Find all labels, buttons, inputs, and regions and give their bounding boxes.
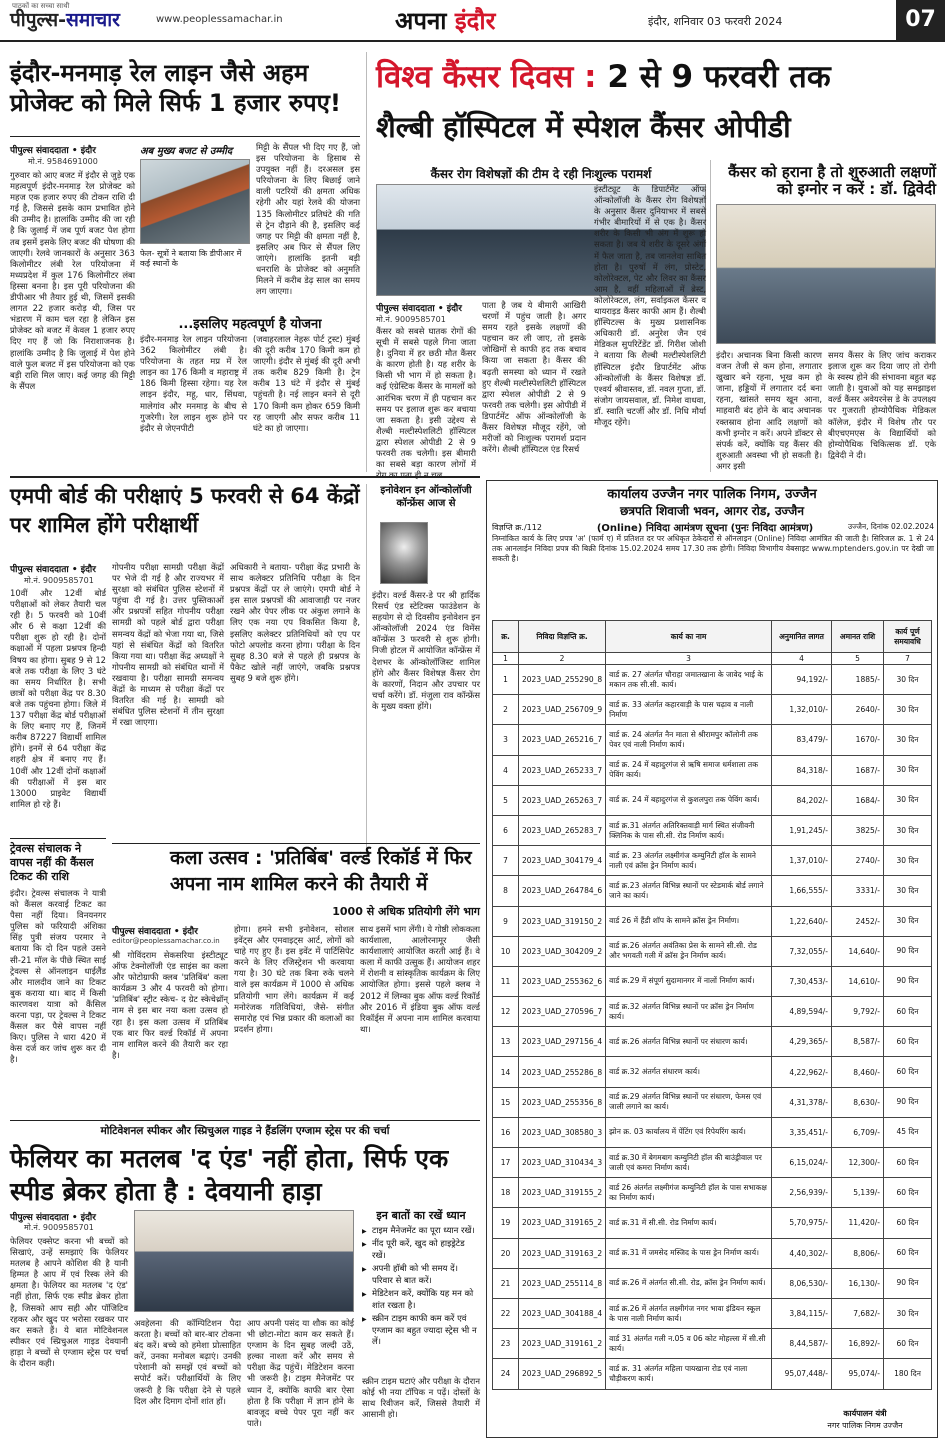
col-number: 5 — [832, 653, 884, 665]
table-row — [493, 1148, 932, 1178]
table-cell-no: 4 — [493, 755, 519, 785]
table-cell-period: 180 दिन — [884, 1359, 932, 1389]
table-row — [493, 966, 932, 996]
tip-item: ▶ नींद पूरी करें, खुद को हाइड्रेटेड रखें। — [362, 1239, 480, 1262]
art-headline — [170, 846, 480, 897]
table-cell-emd: 6,709/- — [832, 1117, 884, 1147]
table-cell-no: 24 — [493, 1359, 519, 1389]
table-cell-work: वार्ड 26 अंतर्गत लक्ष्मीगंज कम्युनिटी हॉल के पास सभाकक्ष का निर्माण कार्य। — [606, 1178, 772, 1208]
table-cell-cost: 3,35,451/- — [772, 1117, 832, 1147]
tender-signature-a: कार्यपालन यंत्री — [843, 1409, 887, 1418]
table-row — [493, 1298, 932, 1328]
table-cell-emd: 2452/- — [832, 906, 884, 936]
table-cell-id: 2023_UAD_265233_7 — [519, 755, 606, 785]
art-col-3: साथ इसमें भाग लेंगी। ये गोष्ठी लोककला कार्यशाला, आलोरनामूर जैसी कार्यशालाएं आयोजित करती आई हैं। वे कला में काफी उत्सुक हैं। आयोजन शहर में रोशनी व सांस्कृतिक कार्यक्रम के लिए आयोजित होगा। इससे पहले क्लब ने 2012 में लिम्का बुक ऑफ वर्ल्ड रिकॉर्ड और 2016 में इंडिया बुक ऑफ वर्ल्ड रिकॉर्ड्स में अपना नाम शामिल करवाया था। — [360, 924, 480, 1034]
art-byline: पीपुल्स संवाददाता • इंदौर — [112, 927, 198, 937]
table-cell-emd: 8,806/- — [832, 1238, 884, 1268]
table-cell-id: 2023_UAD_319163_2 — [519, 1238, 606, 1268]
tip-item: ▶ अपनी हॉबी को भी समय दें। परिवार से बात करें। — [362, 1264, 480, 1287]
table-cell-id: 2023_UAD_296892_5 — [519, 1359, 606, 1389]
website-url[interactable]: www.peoplessamachar.in — [156, 14, 283, 25]
cancer-side-headline: कैंसर को हराना है तो शुरुआती लक्षणों को इग्नोर न करें : डॉ. द्विवेदी — [728, 163, 936, 198]
seminar-hall-photo — [134, 1210, 354, 1312]
table-cell-cost: 1,91,245/- — [772, 815, 832, 845]
speaker-col-1: फेलियर एक्सेप्ट करना भी बच्चों को सिखाएं, उन्हें समझाएं कि फेलियर मतलब है आपने कोशिश की है यानी हिम्मत है आप में एवं रिस्क लेने की क्षमता है। फेलियर का मतलब 'द एंड' नहीं होता, सिर्फ एक स्पीड ब्रेकर होता है, जिसको आप सही और पॉजिटिव रहकर और खुद पर भरोसा रखकर पार कर सकते हैं। ये बात मोटिवेशनल स्पीकर एवं स्प्रिचुअल गाइड देवयानी हाड़ा ने बच्चों से एग्जाम स्ट्रेस पर चर्चा के दौरान कही। — [10, 1236, 128, 1369]
table-cell-emd: 8,460/- — [832, 1057, 884, 1087]
table-cell-no: 1 — [493, 665, 519, 695]
table-cell-work: वार्ड क्र.31 में सी.सी. रोड निर्माण कार्य। — [606, 1208, 772, 1238]
table-row — [493, 755, 932, 785]
table-cell-id: 2023_UAD_265216_7 — [519, 725, 606, 755]
exam-col-2: गोपनीय परीक्षा सामग्री परीक्षा केंद्रों पर भेजे दी गई है और राज्यभर में सुरक्षा को संबंधित पुलिस स्टेशनों में पहुंचा दी गई है। उत्तर पुस्तिकाओं और प्रश्नपत्रों सहित गोपनीय परीक्षा सामग्री को पहले बोर्ड द्वारा परीक्षा समन्वय केंद्रों को भेजा गया था, जिसे यहां से संबंधित केंद्रों को वितरित किया गया था। परीक्षा केंद्र अध्यक्षों ने गोपनीय सामग्री को संबंधित थानों में रखवाया है। परीक्षा सामग्री समन्वय केंद्रों के माध्यम से परीक्षा केंद्रों पर वितरित की गई है। सामग्री को संबंधित पुलिस स्टेशनों में तीन सुरक्षा में रखा जाएगा। — [112, 562, 224, 728]
art-strap: 1000 से अधिक प्रतियोगी लेंगे भाग — [332, 905, 480, 918]
table-cell-emd: 95,074/- — [832, 1359, 884, 1389]
table-row — [493, 725, 932, 755]
table-cell-emd: 8,587/- — [832, 1027, 884, 1057]
col-number: 2 — [519, 653, 606, 665]
table-cell-cost: 3,84,115/- — [772, 1298, 832, 1328]
table-cell-id: 2023_UAD_304179_4 — [519, 846, 606, 876]
table-cell-period: 60 दिन — [884, 1057, 932, 1087]
table-cell-no: 10 — [493, 936, 519, 966]
table-cell-period: 60 दिन — [884, 1329, 932, 1359]
table-cell-emd: 16,130/- — [832, 1268, 884, 1298]
table-row — [493, 815, 932, 845]
exam-headline: एमपी बोर्ड की परीक्षाएं 5 फरवरी से 64 केंद्रों पर शामिल होंगे परीक्षार्थी — [10, 484, 360, 538]
tender-table — [492, 620, 932, 1390]
art-col-1: श्री गोविंदराम सेकसरिया इंस्टीट्यूट ऑफ टेक्नोलॉजी एंड साइंस का कला और फोटोग्राफी क्लब 'प्रतिबिंब' कला कार्यक्रम 3 और 4 फरवरी को होगा। 'प्रतिबिंब' स्ट्रीट स्केच- द ग्रेट स्केचेथ्रॉन् नाम से इस बार नया कला उत्सव हो रहा है। इस कला उत्सव में प्रतिबिंब एक बार फिर वर्ल्ड रिकॉर्ड में अपना नाम शामिल करने की तैयारी कर रहा है। — [112, 950, 228, 1060]
table-cell-cost: 8,06,530/- — [772, 1268, 832, 1298]
table-cell-no: 15 — [493, 1087, 519, 1117]
table-cell-no: 11 — [493, 966, 519, 996]
table-cell-emd: 1687/- — [832, 755, 884, 785]
table-cell-id: 2023_UAD_319155_2 — [519, 1178, 606, 1208]
col-header: अनुमानित लागत — [772, 621, 832, 653]
art-headline-b: 'प्रतिबिंब' वर्ल्ड रिकॉर्ड में फिर अपना नाम शामिल करने की तैयारी में — [170, 847, 472, 895]
table-cell-work: वार्ड क्र. 23 अंतर्गत लक्ष्मीगंज कम्युनिटी हॉल के सामने नाली एवं क्रॉस ड्रेन निर्माण कार्य। — [606, 846, 772, 876]
rail-mobile: मो.नं. 9584691000 — [28, 157, 98, 166]
table-cell-emd: 1670/- — [832, 725, 884, 755]
tender-ref: विज्ञप्ति क्र./112 — [492, 523, 542, 532]
cancer-col-3: इंस्टीट्यूट के डिपार्टमेंट ऑफ ऑन्कोलॉजी के कैंसर रोग विशेषज्ञों के अनुसार कैंसर दुनियाभर में सबसे गंभीर बीमारियों में से एक है। कैंसर शरीर के किसी भी अंग में शुरू हो सकता है। जब ये शरीर के दूसरे अंगों में फैल जाता है, तब जानलेवा साबित होता है। पुरुषों में लंग, प्रोस्टेट, कोलोरेक्टल, पेट और लिवर का कैंसर आम है, वहीं महिलाओं में ब्रेस्ट, कोलोरेक्टल, लंग, सर्वाइकल कैंसर व थायराइड कैंसर काफी आम हैं। शैल्बी हॉस्पिटल्स के मुख्य प्रशासनिक अधिकारी डॉ. अनुरेश जैन एवं मेडिकल सुपरिटेंडेंट डॉ. गिरीश जोशी ने बताया कि शैल्बी मल्टीस्पेशलिटी हॉस्पिटल इंदौर डिपार्टमेंट ऑफ ऑन्कोलॉजी के कैंसर विशेषज्ञ डॉ. एश्वर्य श्रीवास्तव, डॉ. नवल गुप्ता, डॉ. संजोग जायसवाल, डॉ. निमेश वाधवा, डॉ. स्वाति चटर्जी और डॉ. निधि मौर्या मौजूद रहेंगे। — [594, 184, 706, 427]
table-cell-id: 2023_UAD_304209_2 — [519, 936, 606, 966]
table-cell-no: 19 — [493, 1208, 519, 1238]
tender-title: (Online) निविदा आमंत्रण सूचना (पुनः निविदा आमंत्रण) — [596, 523, 814, 534]
travel-cutout-body: इंदौर। ट्रेवल्स संचालक ने यात्री को कैंसल करवाई टिकट का पैसा नहीं दिया। विनयनगर पुलिस को फरियादी अंशिका सिंह पुत्री संजय परमार ने बताया कि दो दिन पहले उसने सी-21 मॉल के पीछे स्थित साई ट्रेवल्स से ऑनलाइन धाईलैंड और मालदीव जाने का टिकट बुक कराया था। बाद में किसी कारणवश यात्रा को कैंसिल करना पड़ा, पर ट्रेवल्स ने टिकट कैंसल कर पैसे वापस नहीं किए। पुलिस ने धारा 420 में केस दर्ज कर जांच शुरू कर दी है। — [10, 888, 106, 1065]
table-cell-emd: 1885/- — [832, 665, 884, 695]
tender-table-wrap — [492, 620, 932, 1390]
table-cell-work: वार्ड 31 अंतर्गत गली न.05 व 06 कोट मोहल्ला में सी.सी कार्य। — [606, 1329, 772, 1359]
col-number: 3 — [606, 653, 772, 665]
art-col-2: होगा। हमने सभी इनोवेशन, सोशल इवेंट्स और एमवाइट्स आर्ट, लोगों को चाहे गए हुए हैं। इस इवेंट में पार्टिसिपेट करने के लिए रजिस्ट्रेशन भी करवाया गया है। 30 घंटे तक बिना रुके चलने वाले इस कार्यक्रम में 1000 से अधिक प्रतियोगी भाग लेंगे। कार्यक्रम में कई मनोरंजक गतिविधियां, जैसे- संगीत समारोह एवं भिन्न प्रकार की कलाओं का प्रदर्शन होगा। — [234, 924, 354, 1034]
table-cell-cost: 95,07,448/- — [772, 1359, 832, 1389]
table-cell-id: 2023_UAD_255290_8 — [519, 665, 606, 695]
divider — [10, 136, 360, 137]
table-cell-work: वार्ड क्र. 31 अंतर्गत महिला पायखाना रोड एवं नाला चौड़ीकरण कार्य। — [606, 1359, 772, 1389]
table-row — [493, 1117, 932, 1147]
cancer-headline-b: 2 से 9 फरवरी तक — [607, 59, 831, 95]
table-cell-work: झोन क्र. 03 कार्यालय में पेंटिंग एवं रिपेयरिंग कार्य। — [606, 1117, 772, 1147]
table-cell-cost: 4,31,378/- — [772, 1087, 832, 1117]
table-row — [493, 997, 932, 1027]
rail-headline: इंदौर-मनमाड़ रेल लाइन जैसे अहम प्रोजेक्ट को मिले सिर्फ 1 हजार रुपए! — [10, 59, 341, 117]
train-photo — [140, 159, 250, 244]
table-cell-work: वार्ड क्र.26 में अंतर्गत लक्ष्मीगंज नगर भावा इंडियन स्कूल के पास नाली निर्माण कार्य। — [606, 1298, 772, 1328]
table-cell-cost: 4,40,302/- — [772, 1238, 832, 1268]
table-cell-id: 2023_UAD_265263_7 — [519, 785, 606, 815]
table-cell-period: 60 दिन — [884, 1148, 932, 1178]
table-cell-emd: 3331/- — [832, 876, 884, 906]
table-row — [493, 1268, 932, 1298]
art-email[interactable]: editor@peoplessamachar.co.in — [112, 937, 220, 945]
section-title — [395, 4, 495, 37]
tender-date: उज्जैन, दिनांक 02.02.2024 — [847, 522, 934, 531]
table-row — [493, 846, 932, 876]
logo-part-a: पीपुल्स — [10, 9, 59, 31]
section-title-a: अपना — [395, 7, 447, 35]
exam-col-3: अधिकारी ने बताया- परीक्षा केंद्र प्रभारी के साथ कलेक्टर प्रतिनिधि परीक्षा के दिन प्रश्नपत्र केंद्रों पर ले जाएंगे। एमपी बोर्ड ने इस साल प्रश्नपत्रों की आवाजाही पर नजर रखने और पेपर लीक पर अंकुश लगाने के लिए एक नया एप विकसित किया है, इसलिए कलेक्टर प्रतिनिधियों को एप पर फोटो अपलोड करना होगा। परीक्षा के दिन सुबह 8.30 बजे से पहले ही प्रश्नपत्र के पैकेट खोले नहीं जाएंगे, जबकि प्रश्नपत्र सुबह 9 बजे शुरू होंगे। — [230, 562, 360, 683]
table-row — [493, 665, 932, 695]
table-cell-work: वार्ड क्र. 24 में बहादुरगंज से ऋषि समाज धर्मशाला तक पेविंग कार्य। — [606, 755, 772, 785]
table-cell-work: वार्ड क्र.23 अंतर्गत विभिन्न स्थानों पर स्टेडमार्क बोर्ड लगाने जाने का कार्य। — [606, 876, 772, 906]
speaker-col-4: स्क्रीन टाइम घटाएं और परीक्षा के दौरान कोई भी नया टॉपिक न पढ़ें। दोस्तों के साथ रिवीजन करें, जिससे तैयारी में आसानी हो। — [362, 1376, 480, 1420]
exam-mobile: मो.नं. 9009585701 — [24, 576, 94, 585]
speaker-mobile: मो.नं. 9009585701 — [24, 1223, 94, 1232]
divider — [10, 838, 106, 839]
table-cell-id: 2023_UAD_270596_7 — [519, 997, 606, 1027]
cancer-headline-line-1 — [376, 60, 936, 94]
exam-byline: पीपुल्स संवाददाता • इंदौर — [10, 565, 96, 575]
table-cell-cost: 83,479/- — [772, 725, 832, 755]
oncology-body: इंदौर। वर्ल्ड कैंसर-डे पर श्री हार्दिक रिसर्च एंड स्टेटिक्स फाउंडेशन के सहयोग से दो दिवसीय इनोवेशन इन ऑन्कोलॉजी 2024 एंड विमेंस कॉन्फ्रेंस 3 फरवरी से शुरू होगी। निजी होटल में आयोजित कॉन्फ्रेंस में देशभर के ऑन्कोलॉजिस्ट शामिल होंगे और कैंसर विशेषज्ञ कैंसर रोग के कारणों, निदान और उपचार पर चर्चा करेंगे। डॉ. मंजुला राव कॉन्फ्रेंस के मुख्य वक्ता होंगे। — [372, 590, 480, 711]
art-headline-a: कला उत्सव : — [170, 847, 263, 869]
table-cell-period: 90 दिन — [884, 1268, 932, 1298]
table-cell-emd: 3825/- — [832, 815, 884, 845]
table-cell-emd: 14,640/- — [832, 936, 884, 966]
tips-heading: इन बातों का रखें ध्यान — [376, 1209, 466, 1222]
table-row — [493, 936, 932, 966]
tip-item: ▶ टाइम मैनेजमेंट का पूरा ध्यान रखें। — [362, 1226, 480, 1237]
table-cell-emd: 9,792/- — [832, 997, 884, 1027]
cancer-mobile: मो.नं. 9009585701 — [376, 315, 446, 324]
table-cell-no: 6 — [493, 815, 519, 845]
cancer-side-col-2: समय कैंसर के लिए जांच कराकर इलाज शुरू कर दिया जाए तो रोगी के स्वस्थ होने की संभावना बहुत बढ़ जाती है। युवाओं को यह समझाइश वर्ल्ड कैंसर अवेयरनेस डे के उपलक्ष्य पर गुजराती होम्योपैथिक मेडिकल कॉलेज, इंदौर में विशेष तौर पर बीएचएमएस के विद्यार्थियों को होम्योपैथिक चिकित्सक डॉ. एके द्विवेदी ने दी। — [828, 350, 936, 460]
table-cell-id: 2023_UAD_319150_2 — [519, 906, 606, 936]
table-cell-period: 60 दिन — [884, 997, 932, 1027]
table-row — [493, 785, 932, 815]
table-cell-cost: 7,32,055/- — [772, 936, 832, 966]
table-cell-emd: 16,892/- — [832, 1329, 884, 1359]
table-header-row — [493, 621, 932, 653]
tender-org: कार्यालय उज्जैन नगर पालिक निगम, उज्जैन — [607, 487, 817, 502]
table-cell-work: वार्ड 26 में हैंडी शॉप के सामने क्रॉस ड्रेन निर्माण। — [606, 906, 772, 936]
rail-photo-label: अब मुख्य बजट से उम्मीद — [140, 146, 233, 157]
table-cell-period: 30 दिन — [884, 876, 932, 906]
table-row — [493, 1087, 932, 1117]
col-number: 4 — [772, 653, 832, 665]
table-cell-emd: 2640/- — [832, 695, 884, 725]
table-cell-id: 2023_UAD_255362_6 — [519, 966, 606, 996]
table-cell-id: 2023_UAD_255356_8 — [519, 1087, 606, 1117]
newspaper-logo[interactable]: पीपुल्स-समाचार — [10, 9, 120, 31]
table-cell-id: 2023_UAD_255114_8 — [519, 1268, 606, 1298]
rail-col-1: गुरुवार को आए बजट में इंदौर से जुड़े एक महत्वपूर्ण इंदौर-मनमाड़ रेल प्रोजेक्ट को महज एक हजार रुपए की टोकन राशि दी गई है, जिससे इसके काम प्रभावित होने की उम्मीद है। हालांकि उम्मीद की जा रही है कि जुलाई में जब पूर्ण बजट पेश होगा तब इसमें इसके लिए बजट की घोषणा की जाएगी। रेलवे जानकारों के अनुसार 363 किलोमीटर लंबी रेल परियोजना में मध्यप्रदेश में कुल 176 किलोमीटर लंबा हिस्सा बनना है। इस पूरी परियोजना की डीपीआर भी तैयार हुई थी, जिसमें इसकी लागत 22 हजार करोड़ थी, जिस पर भंडारण में काम चल रहा है लेकिन इस प्रोजेक्ट को बजट में केवल 1 हजार रुपए दिए गए हैं जो कि निराशाजनक है। हालांकि उम्मीद है कि जुलाई में पेश होने वाले फुल बजट में इस परियोजना को एक बड़ी राशि मिल जाए। कई जगह की मिट्टी के सैंपल — [10, 170, 135, 391]
cancer-headline-a: विश्व कैंसर दिवस : — [376, 59, 597, 95]
table-cell-no: 2 — [493, 695, 519, 725]
masthead-tagline: पाठकों का सच्चा साथी — [12, 2, 70, 10]
table-cell-period: 30 दिन — [884, 815, 932, 845]
rail-byline: पीपुल्स संवाददाता • इंदौर — [10, 146, 96, 156]
column-divider — [366, 52, 367, 472]
cancer-col-1: कैंसर को सबसे घातक रोगों की सूची में सबसे पहले गिना जाता है। दुनिया में हर छठी मौत कैंसर के कारण होती है। यह शरीर के किसी भी भाग में हो सकता है। कई एंग्रेस्टिक कैंसर के मामलों को आरंभिक चरण में ही पहचान कर समय पर इलाज शुरू कर बचाया जा सकता है। इसी उद्देश्य से शैल्बी मल्टीस्पेशलिटी हॉस्पिटल द्वारा स्पेशल ओपीडी 2 से 9 फरवरी तक चलेगी। इस बीमारी का सबसे बड़ा कारण लोगों में — [376, 326, 476, 470]
table-row — [493, 1238, 932, 1268]
table-cell-no: 14 — [493, 1057, 519, 1087]
table-cell-work: वार्ड क्र. 24 अंतर्गत नैन माता से श्रीरामपुर कॉलोनी तक पेवर एवं नाली निर्माण कार्य। — [606, 725, 772, 755]
table-cell-emd: 11,420/- — [832, 1208, 884, 1238]
table-cell-no: 3 — [493, 725, 519, 755]
table-cell-work: वार्ड क्र.32 अंतर्गत संधारण कार्य। — [606, 1057, 772, 1087]
table-cell-work: वार्ड क्र.31 में जमसेद मस्जिद के पास ड्रेन निर्माण कार्य। — [606, 1238, 772, 1268]
table-cell-id: 2023_UAD_319165_2 — [519, 1208, 606, 1238]
tip-item: ▶ स्क्रीन टाइम काफी कम करें एवं एग्जाम का बहुत ज्यादा स्ट्रेस भी न लें। — [362, 1314, 480, 1348]
rail-col-2: मिट्टी के सैंपल भी दिए गए हैं, जो इस परियोजना के हिसाब से उपयुक्त नहीं हैं। दरअसल इस परियोजना के लिए बिछाई जाने वाली पटरियों की क्षमता अधिक रहेगी और यहां रेलवे की योजना 135 किलोमीटर प्रतिघंटे की गति से ट्रेन दौड़ाने की है, इसलिए कई जगह पर मिट्टी की क्षमता नहीं है, इसलिए अब फिर से सैंपल लिए जाएंगे। हालांकि इतनी बड़ी धनराशि के प्रोजेक्ट को अनुमति मिलने में करीब डेढ़ साल का समय लग जाएगा। — [256, 142, 360, 297]
col-number: 7 — [884, 653, 932, 665]
table-number-row — [493, 653, 932, 665]
exam-col-1: 10वीं और 12वीं बोर्ड परीक्षाओं को लेकर तैयारी चल रही है। 5 फरवरी को 10वीं और 6 से कक्षा 12वीं की परीक्षा शुरू हो रही है। दोनों कक्षाओं में पहला प्रश्नपत्र हिन्दी विषय का होगा। सुबह 9 से 12 बजे तक परीक्षा के लिए 3 घंटे का समय निर्धारित है। सभी छात्रों को परीक्षा केंद्र पर 8.30 बजे तक पहुंचना होगा। जिले में 137 परीक्षा केंद्र बोर्ड परीक्षाओं के लिए बनाए गए हैं, जिनमें करीब 87227 विद्यार्थी शामिल होंगे। इनमें से 64 परीक्षा केंद्र शहरी क्षेत्र में बनाए गए हैं। 10वीं और 12वीं दोनों कक्षाओं की परीक्षाओं में इस बार 13000 प्राइवेट विद्यार्थी शामिल हो रहे हैं। — [10, 588, 106, 809]
oncology-headline: इनोवेशन इन ऑन्कोलॉजी कॉन्फ्रेंस आज से — [380, 485, 472, 509]
table-cell-cost: 6,15,024/- — [772, 1148, 832, 1178]
speaker-col-3: आप अपनी पसंद या शौक का कोई भी छोटा-मोटा काम कर सकते हैं। एग्जाम के दिन सुबह जल्दी उठें, हल्का नाश्ता करें और समय से परीक्षा केंद्र पहुंचें। मेडिटेशन करना भी जरूरी है। टाइम मैनेजमेंट पर ध्यान दें, क्योंकि काफी बार ऐसा होता है कि परीक्षा में ज्ञान होने के बावजूद बच्चे पेपर पूरा नहीं कर पाते। — [247, 1318, 354, 1428]
table-cell-work: वार्ड क्र.29 अंतर्गत विभिन्न स्थानों पर संधारण, फेमस एवं जाली लगाने का कार्य। — [606, 1087, 772, 1117]
table-cell-cost: 4,29,365/- — [772, 1027, 832, 1057]
table-cell-no: 8 — [493, 876, 519, 906]
table-cell-cost: 84,318/- — [772, 755, 832, 785]
table-cell-cost: 1,32,010/- — [772, 695, 832, 725]
table-cell-no: 5 — [493, 785, 519, 815]
table-cell-period: 90 दिन — [884, 936, 932, 966]
table-cell-period: 30 दिन — [884, 725, 932, 755]
table-cell-emd: 14,610/- — [832, 966, 884, 996]
table-cell-work: वार्ड क्र.26 अंतर्गत विभिन्न स्थानों पर संधारण कार्य। — [606, 1027, 772, 1057]
table-cell-emd: 2740/- — [832, 846, 884, 876]
travel-cutout-headline: ट्रेवल्स संचालक ने वापस नहीं की कैंसल टिकट की राशि — [10, 842, 94, 883]
col-header: निविदा विज्ञप्ति क्र. — [519, 621, 606, 653]
speaker-kicker: मोटिवेशनल स्पीकर और स्प्रिचुअल गाइड ने हैंडलिंग एग्जाम स्ट्रेस पर की चर्चा — [100, 1125, 390, 1137]
table-cell-period: 60 दिन — [884, 1027, 932, 1057]
table-cell-cost: 7,30,453/- — [772, 966, 832, 996]
table-cell-no: 16 — [493, 1117, 519, 1147]
table-cell-id: 2023_UAD_264784_6 — [519, 876, 606, 906]
table-cell-period: 60 दिन — [884, 1238, 932, 1268]
table-cell-period: 90 दिन — [884, 1087, 932, 1117]
table-cell-id: 2023_UAD_310434_3 — [519, 1148, 606, 1178]
table-cell-period: 30 दिन — [884, 906, 932, 936]
table-row — [493, 1359, 932, 1389]
table-cell-work: वार्ड क्र.32 अंतर्गत विभिन्न स्थानों पर क्रॉस ड्रेन निर्माण कार्य। — [606, 997, 772, 1027]
table-cell-no: 12 — [493, 997, 519, 1027]
cancer-headline-c: शैल्बी हॉस्पिटल में स्पेशल कैंसर ओपीडी — [376, 110, 791, 144]
table-cell-cost: 1,22,640/- — [772, 906, 832, 936]
table-cell-no: 18 — [493, 1178, 519, 1208]
table-cell-work: वार्ड क्र.29 में संपूर्ण सुदामानगर में नालों निर्माण कार्य। — [606, 966, 772, 996]
speaker-byline: पीपुल्स संवाददाता • इंदौर — [10, 1213, 96, 1223]
table-cell-cost: 8,44,587/- — [772, 1329, 832, 1359]
col-header: अमानत राशि — [832, 621, 884, 653]
table-cell-no: 20 — [493, 1238, 519, 1268]
table-cell-work: वार्ड क्र.31 अंतर्गत अतिरिक्तवाड़ी मार्ग स्थित संजीवनी क्लिनिक के पास सी.सी. रोड निर्माण कार्य। — [606, 815, 772, 845]
table-cell-period: 30 दिन — [884, 665, 932, 695]
cancer-strap: कैंसर रोग विशेषज्ञों की टीम दे रही निःशुल्क परामर्श — [430, 167, 652, 181]
table-row — [493, 1027, 932, 1057]
col-header: कार्य का नाम — [606, 621, 772, 653]
table-cell-period: 60 दिन — [884, 1208, 932, 1238]
divider — [10, 1120, 480, 1121]
table-cell-cost: 5,70,975/- — [772, 1208, 832, 1238]
classroom-photo — [716, 204, 936, 344]
table-cell-id: 2023_UAD_256709_9 — [519, 695, 606, 725]
table-cell-cost: 1,66,555/- — [772, 876, 832, 906]
table-cell-period: 30 दिन — [884, 785, 932, 815]
table-row — [493, 876, 932, 906]
rail-photo-caption: फेल- सूत्रों ने बताया कि डीपीआर में कई स्थानों के — [140, 249, 242, 268]
table-cell-emd: 7,682/- — [832, 1298, 884, 1328]
tip-item: ▶ मेडिटेशन करें, क्योंकि यह मन को शांत रखता है। — [362, 1289, 480, 1312]
table-cell-id: 2023_UAD_304188_4 — [519, 1298, 606, 1328]
table-cell-id: 2023_UAD_319161_2 — [519, 1329, 606, 1359]
table-cell-period: 30 दिन — [884, 755, 932, 785]
microphone-photo — [380, 522, 428, 584]
table-row — [493, 1178, 932, 1208]
section-title-b: इंदौर — [454, 7, 496, 35]
rail-subheading: ...इसलिए महत्वपूर्ण है योजना — [178, 317, 322, 332]
table-cell-id: 2023_UAD_297156_4 — [519, 1027, 606, 1057]
table-cell-no: 17 — [493, 1148, 519, 1178]
col-number: 1 — [493, 653, 519, 665]
table-row — [493, 1329, 932, 1359]
table-row — [493, 695, 932, 725]
table-cell-no: 22 — [493, 1298, 519, 1328]
rail-col-3: इंदौर-मनमाड़ रेल लाइन परियोजना 362 किलोमीटर लंबी है। परियोजना के तहत मप्र में रेल लाइन का 176 किमी व महाराष्ट्र में 186 किमी हिस्सा रहेगा। यह रेल लाइन इंदौर, महू, धार, सिंधवा, मालेगांव और मनमाड़ के बीच से गुजरेगी। रेल लाइन शुरू होने पर इंदौर से जेएनपीटी — [140, 334, 247, 433]
table-cell-id: 2023_UAD_265283_7 — [519, 815, 606, 845]
table-row — [493, 906, 932, 936]
tender-address: छत्रपति शिवाजी भवन, आगर रोड, उज्जैन — [619, 504, 804, 518]
table-cell-period: 30 दिन — [884, 846, 932, 876]
cancer-byline: पीपुल्स संवाददाता • इंदौर — [376, 304, 462, 314]
table-cell-emd: 1684/- — [832, 785, 884, 815]
tender-intro: निम्नांकित कार्य के लिए प्रपत्र 'अ' (फार्म ए) में प्रतिशत दर पर अधिकृत ठेकेदारों से ऑनलाइन (Online) निविदा आमंत्रित की जाती है। सिरिजल क्र. 1 से 24 तक आनलाईन निविदा प्रपत्र की बिक्री दिनांक 15.02.2024 समय 17.30 तक होगी। निविदा विभागीय वेबसाइट www.mptenders.gov.in पर देखी जा सकती है। — [492, 534, 934, 564]
table-cell-no: 21 — [493, 1268, 519, 1298]
table-cell-cost: 94,192/- — [772, 665, 832, 695]
table-cell-work: वार्ड क्र. 33 अंतर्गत कहारवाड़ी के पास चढ़ाव व नाली निर्माण — [606, 695, 772, 725]
table-cell-emd: 5,139/- — [832, 1178, 884, 1208]
tips-list — [362, 1226, 480, 1351]
table-cell-work: वार्ड क्र. 27 अंतर्गत चौराहा जमातखाना के जावेद भाई के मकान तक सी.सी. कार्य। — [606, 665, 772, 695]
table-cell-period: 45 दिन — [884, 1117, 932, 1147]
table-row — [493, 1208, 932, 1238]
table-cell-cost: 4,22,962/- — [772, 1057, 832, 1087]
table-cell-cost: 1,37,010/- — [772, 846, 832, 876]
divider — [112, 843, 480, 844]
dateline: इंदौर, शनिवार 03 फरवरी 2024 — [648, 15, 783, 28]
table-cell-work: वार्ड क्र.26 अंतर्गत अवंतिका प्रेस के सामने सी.सी. रोड और भगवती गली में क्रॉस ड्रेन निर्माण कार्य। — [606, 936, 772, 966]
table-cell-emd: 8,630/- — [832, 1087, 884, 1117]
page-number: 07 — [896, 0, 945, 40]
table-cell-period: 30 दिन — [884, 695, 932, 725]
cancer-side-col-1: इंदौर। अचानक बिना किसी कारण वजन तेजी से कम होना, लगातार खुखार बने रहना, भूख कम हो जाना, हड्डियों में लगातार दर्द बना रहना, खांसते समय खून आना, माहवारी बंद होने के बाद अचानक रक्तस्राव होना आदि लक्षणों को कभी इग्नोर न करें। अपने डॉक्टर से संपर्क करें, क्योंकि यह कैंसर की शुरुआती अवस्था भी हो सकती है। अगर इसी — [716, 350, 822, 471]
table-cell-cost: 4,89,594/- — [772, 997, 832, 1027]
cancer-col-2: पाता है जब ये बीमारी आखिरी चरणों में पहुंच जाती है। अगर समय रहते इसके लक्षणों की पहचान कर ली जाए, तो इसके जोखिमों से काफी हद तक बचाव किया जा सकता है। कैंसर की बढ़ती समस्या को ध्यान में रखते हुए शैल्बी मल्टीस्पेशलिटी हॉस्पिटल द्वारा स्पेशल ओपीडी 2 से 9 फरवरी तक चलेगी। इस ओपीडी में डिपार्टमेंट ऑफ ऑन्कोलॉजी के कैंसर विशेषज्ञ मौजूद रहेंगे, जो मरीजों को निःशुल्क परामर्श प्रदान करेंगे। शैल्बी हॉस्पिटल एंड रिसर्च — [482, 300, 586, 455]
rail-col-4: (जवाहरलाल नेहरू पोर्ट ट्रस्ट) मुंबई की दूरी करीब 170 किमी कम हो जाएगी। इंदौर से मुंबई की दूरी अभी तक करीब 829 किमी है। ट्रेन करीब 13 घंटे में इंदौर से मुंबई पहुंचती है। नई लाइन बनने से दूरी 170 किमी कम होकर 659 किमी रह जाएगी और सफर करीब 11 घंटे का हो जाएगा। — [253, 334, 360, 433]
table-cell-cost: 2,56,939/- — [772, 1178, 832, 1208]
table-cell-id: 2023_UAD_308580_3 — [519, 1117, 606, 1147]
logo-part-b: समाचार — [66, 9, 120, 31]
table-cell-work: वार्ड क्र.26 में अंतर्गत सी.सी. रोड, क्रॉस ड्रेन निर्माण कार्य। — [606, 1268, 772, 1298]
table-cell-no: 9 — [493, 906, 519, 936]
tender-table-body — [493, 665, 932, 1390]
table-cell-emd: 12,300/- — [832, 1148, 884, 1178]
table-cell-cost: 84,202/- — [772, 785, 832, 815]
table-cell-no: 13 — [493, 1027, 519, 1057]
speaker-headline: फेलियर का मतलब 'द एंड' नहीं होता, सिर्फ एक स्पीड ब्रेकर होता है : देवयानी हाड़ा — [10, 1144, 449, 1206]
table-cell-no: 23 — [493, 1329, 519, 1359]
table-cell-id: 2023_UAD_255286_8 — [519, 1057, 606, 1087]
table-cell-period: 90 दिन — [884, 966, 932, 996]
table-cell-period: 30 दिन — [884, 1298, 932, 1328]
tender-signature-b: नगर पालिक निगम उज्जैन — [827, 1421, 903, 1430]
col-header: कार्य पूर्ण समयावधि — [884, 621, 932, 653]
speaker-col-2: अवहेलना की कॉम्पिटिशन पैदा करता है। बच्चों को बार-बार टोकना बंद करें। बच्चे को हमेशा प्रोत्साहित करें, उनका मनोबल बढ़ाएं। उनकी परेशानी को समझें एवं बच्चों को सपोर्ट करें। परीक्षार्थियों के लिए जरूरी है कि परीक्षा देने से पहले दिल और दिमाग दोनों शांत हों। — [134, 1318, 241, 1406]
table-cell-work: वार्ड क्र. 24 में बहादुरगंज से कुशलपुरा तक पेविंग कार्य। — [606, 785, 772, 815]
col-header: क्र. — [493, 621, 519, 653]
divider — [10, 476, 480, 478]
table-cell-period: 60 दिन — [884, 1178, 932, 1208]
table-cell-no: 7 — [493, 846, 519, 876]
column-divider — [366, 484, 367, 860]
table-cell-work: वार्ड क्र.30 में बेगमबाग कम्युनिटी हॉल की बाउंड्रीवाल पर जाली एवं कमरा निर्माण कार्य। — [606, 1148, 772, 1178]
column-divider — [710, 160, 711, 472]
table-row — [493, 1057, 932, 1087]
